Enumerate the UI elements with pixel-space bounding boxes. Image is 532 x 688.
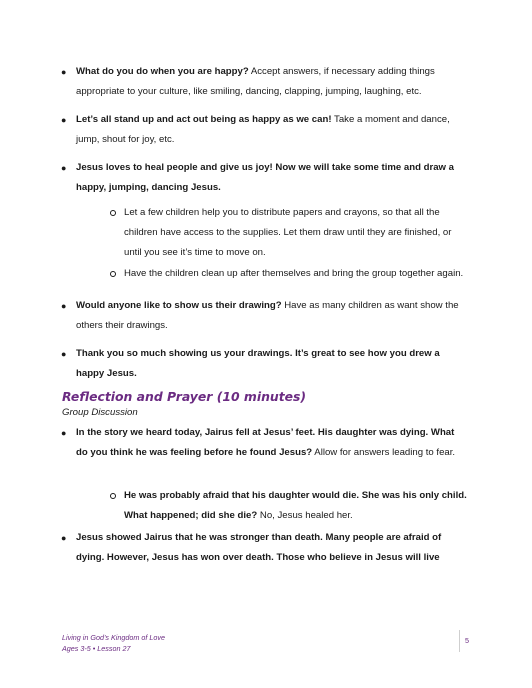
item-bold-text: Would anyone like to show us their drawing? <box>76 300 282 311</box>
sub-item-text: No, Jesus healed her. <box>257 510 353 521</box>
list-item-stand-up <box>61 110 468 150</box>
bullet-icon: ● <box>61 163 67 173</box>
item-bold-text: In the story we heard today, Jairus fell at Jesus’ feet. His daughter was dying. What do you think he was feeling before he found Jesus? <box>76 427 455 458</box>
bullet-icon: ● <box>61 67 67 77</box>
circle-bullet-icon <box>110 493 116 499</box>
item-bold-text: Jesus loves to heal people and give us joy! Now we will take some time and draw a happy, jumping, dancing Jesus. <box>76 162 455 193</box>
bullet-icon: ● <box>61 349 67 359</box>
section-heading: Reflection and Prayer (10 minutes) <box>62 389 307 404</box>
section-subheading: Group Discussion <box>62 407 138 418</box>
list-item-jairus <box>61 423 468 463</box>
bullet-icon: ● <box>61 533 67 543</box>
list-item-stronger-than-death <box>61 528 468 568</box>
sub-item-bold-text: He was probably afraid that his daughter would die. She was his only child. What happened; did she die? <box>124 490 467 521</box>
page-number: 5 <box>465 636 469 645</box>
circle-bullet-icon <box>110 271 116 277</box>
item-bold-text: Jesus showed Jairus that he was stronger than death. Many people are afraid of dying. However, Jesus has won over death. Those who believe in Jesus will live <box>76 532 442 563</box>
item-text: Take a moment and dance, jump, shout for joy, etc. <box>76 114 450 145</box>
item-bold-text: Thank you so much showing us your drawings. It’s great to see how you drew a happy Jesus. <box>76 348 440 379</box>
list-item-draw-jesus <box>61 158 468 198</box>
item-text: Have as many children as want show the others their drawings. <box>76 300 459 331</box>
list-item-show-drawing <box>61 296 468 336</box>
sub-item-clean-up <box>124 264 468 284</box>
item-bold-text: What do you do when you are happy? <box>76 66 249 77</box>
footer-divider <box>459 630 460 652</box>
list-item-happy <box>61 62 468 102</box>
sub-item-text: Let a few children help you to distribute papers and crayons, so that all the children have access to the supplies. Let them draw until they are finished, or until you see it’s time to move on. <box>124 207 452 258</box>
sub-item-distribute <box>124 203 468 263</box>
bullet-icon: ● <box>61 301 67 311</box>
bullet-icon: ● <box>61 115 67 125</box>
circle-bullet-icon <box>110 210 116 216</box>
footer-title: Living in God’s Kingdom of Love <box>62 633 165 642</box>
footer <box>62 632 165 654</box>
bullet-icon: ● <box>61 428 67 438</box>
footer-lesson: Ages 3-5 • Lesson 27 <box>62 644 131 653</box>
item-bold-text: Let’s all stand up and act out being as happy as we can! <box>76 114 332 125</box>
item-text: Allow for answers leading to fear. <box>312 447 456 458</box>
sub-item-text: Have the children clean up after themselves and bring the group together again. <box>124 268 464 279</box>
sub-item-afraid <box>124 486 468 526</box>
list-item-thank-you <box>61 344 468 384</box>
item-text: Accept answers, if necessary adding things appropriate to your culture, like smiling, dancing, clapping, jumping, laughing, etc. <box>76 66 435 97</box>
